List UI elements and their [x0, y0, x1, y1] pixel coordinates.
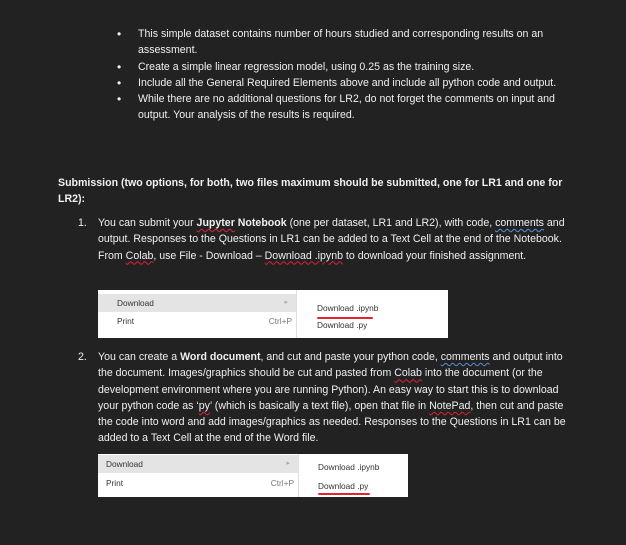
- red-underline-annotation: [318, 493, 370, 495]
- item-body: You can submit your Jupyter Notebook (one per dataset, LR1 and LR2), with code, comments and output. Responses to the Questions in LR1 can be added to a Text Cell at the end of the Notebook. From Colab, use File - Download – Download .ipynb to download your finished assignment.: [98, 217, 565, 262]
- menu-item-download-py[interactable]: Download .py: [317, 320, 368, 330]
- item-number: 1.: [78, 217, 87, 229]
- item-number: 2.: [78, 351, 87, 363]
- submenu-arrow-icon: ▸: [284, 299, 288, 306]
- file-menu: [98, 290, 297, 338]
- word-document-text: Word document: [180, 351, 261, 363]
- menu-item-download-py[interactable]: Download .py: [318, 481, 369, 491]
- file-menu: [98, 454, 299, 497]
- menu-item-print[interactable]: Print Ctrl+P: [117, 316, 292, 326]
- list-item: • While there are no additional questions for LR2, do not forget the comments on input and output. Your analysis of the results is required.: [118, 91, 570, 124]
- shortcut-label: Ctrl+P: [268, 316, 292, 326]
- list-item: • Create a simple linear regression model, using 0.25 as the training size.: [118, 59, 570, 75]
- colab-word: Colab: [125, 249, 154, 262]
- menu-item-download[interactable]: Download ▸: [98, 455, 298, 473]
- submission-heading: Submission (two options, for both, two files maximum should be submitted, one for LR1 and one for LR2):: [58, 177, 563, 206]
- menu-item-download[interactable]: Download ▸: [98, 294, 296, 312]
- download-submenu: [299, 454, 408, 497]
- shortcut-label: Ctrl+P: [270, 478, 294, 488]
- download-ipynb-text: Download .ipynb: [264, 249, 343, 262]
- colab-word: Colab: [394, 367, 422, 380]
- jupyter-word: Jupyter: [196, 217, 235, 229]
- py-word: py: [198, 399, 210, 412]
- colab-download-menu-2: [98, 454, 408, 497]
- menu-item-print[interactable]: Print Ctrl+P: [106, 478, 294, 488]
- requirements-list: [118, 26, 570, 124]
- comments-word: comments: [495, 217, 544, 229]
- download-submenu: [297, 290, 448, 338]
- list-item: • Include all the General Required Elements above and include all python code and output.: [118, 75, 570, 91]
- menu-item-download-ipynb[interactable]: Download .ipynb: [317, 303, 379, 313]
- comments-word: comments: [440, 351, 490, 363]
- colab-download-menu-1: [98, 290, 448, 338]
- list-item: • This simple dataset contains number of hours studied and corresponding results on an assessment.: [118, 26, 570, 59]
- submission-option-2: [78, 349, 572, 447]
- item-body: You can create a Word document, and cut and paste your python code, comments and output into the document. Images/graphics should be cut and pasted from Colab into the document (or the development environment where you are running Python). An easy way to start this is to download your python code as ‘py’ (which is basically a text file), open that file in NotePad, then cut and paste the code into word and add images/graphics as needed. Responses to the Questions in LR1 can be added to a Text Cell at the end of the Word file.: [98, 351, 566, 445]
- submenu-arrow-icon: ▸: [286, 460, 290, 467]
- submission-option-1: [78, 215, 572, 264]
- menu-item-download-ipynb[interactable]: Download .ipynb: [318, 462, 380, 472]
- notepad-word: NotePad: [429, 399, 471, 412]
